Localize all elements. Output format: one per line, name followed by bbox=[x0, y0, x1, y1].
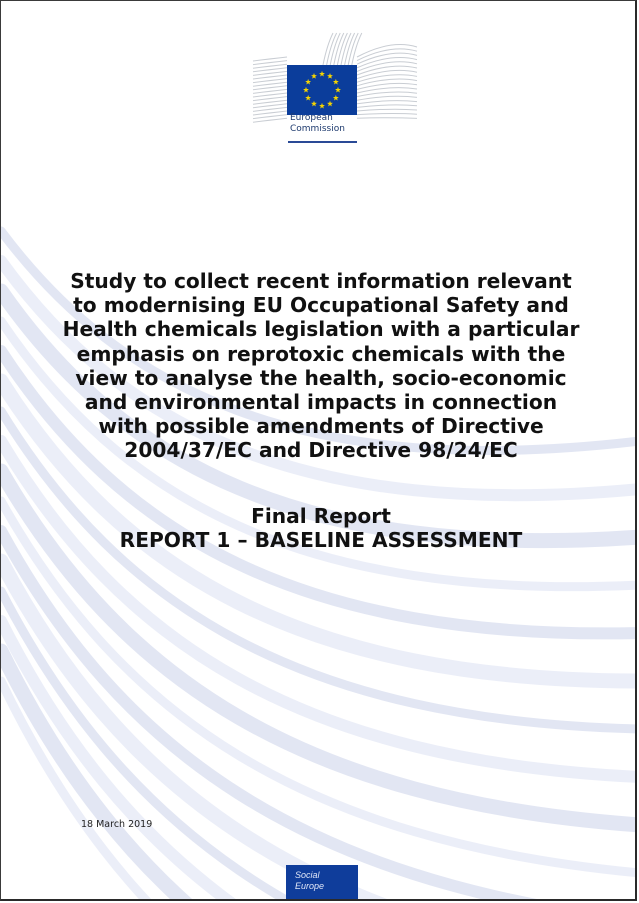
social-europe-badge bbox=[286, 865, 358, 901]
social-europe-line-2: Europe bbox=[295, 881, 325, 891]
publication-date: 18 March 2019 bbox=[81, 819, 153, 830]
title-line: to modernising EU Occupational Safety and bbox=[73, 293, 569, 318]
report-subtitle bbox=[31, 504, 611, 552]
organisation-name-line-2: Commission bbox=[290, 124, 345, 134]
social-europe-line-1: Social bbox=[295, 870, 320, 880]
title-line: Study to collect recent information relevant bbox=[70, 269, 572, 293]
title-line: and environmental impacts in connection bbox=[84, 390, 558, 415]
organisation-name-line-1: European bbox=[290, 113, 333, 123]
organisation-name bbox=[290, 113, 345, 135]
title-line: 2004/37/EC and Directive 98/24/EC bbox=[124, 438, 518, 463]
title-line: with possible amendments of Directive bbox=[98, 414, 544, 439]
logo-underline bbox=[288, 141, 357, 143]
report-title bbox=[31, 269, 611, 463]
report-name-label: REPORT 1 – BASELINE ASSESSMENT bbox=[119, 528, 523, 553]
title-line: Health chemicals legislation with a particular bbox=[62, 317, 580, 342]
report-type-label: Final Report bbox=[251, 504, 391, 528]
title-line: view to analyse the health, socio-economic bbox=[75, 365, 567, 390]
title-line: emphasis on reprotoxic chemicals with the bbox=[76, 341, 566, 366]
